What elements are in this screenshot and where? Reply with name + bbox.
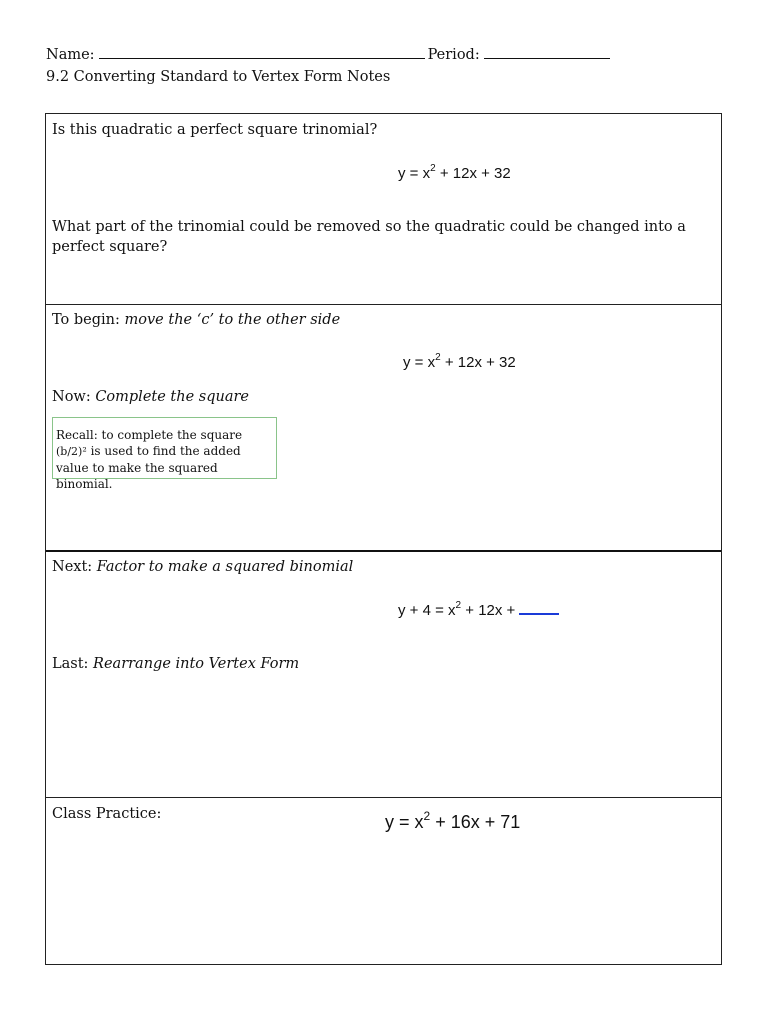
now-instruction (52, 387, 249, 407)
eq4-lhs: y = x (385, 812, 424, 832)
now-text: Complete the square (95, 389, 249, 405)
section-perfect-square (46, 114, 721, 304)
eq2-exp: 2 (435, 352, 441, 363)
section-factor (46, 550, 721, 798)
eq2-rhs: + 12x + 32 (440, 354, 516, 371)
notes-table (45, 113, 722, 965)
class-practice-label: Class Practice: (52, 806, 162, 822)
next-instruction (52, 557, 353, 577)
eq3-lhs: y + 4 = x (398, 602, 456, 619)
removal-question: What part of the trinomial could be removed so the quadratic could be changed into a perfect square? (52, 219, 686, 255)
recall-text-2: is used to find the added value to make the squared binomial. (56, 444, 241, 491)
eq1-exp: 2 (430, 163, 436, 174)
eq2-lhs: y = x (403, 354, 436, 371)
next-text: Factor to make a squared binomial (96, 559, 354, 575)
now-label: Now: (52, 389, 96, 405)
section-complete-square (46, 304, 721, 551)
eq4-exp: 2 (423, 809, 431, 823)
perfect-square-question: Is this quadratic a perfect square trinomial? (52, 122, 378, 138)
page-title: 9.2 Converting Standard to Vertex Form Notes (46, 69, 391, 85)
period-blank[interactable] (484, 46, 610, 59)
recall-note (52, 417, 277, 491)
eq1-lhs: y = x (398, 165, 431, 182)
begin-text: move the ‘c’ to the other side (124, 312, 341, 328)
equation-3 (398, 597, 559, 621)
name-period-line (46, 46, 610, 63)
recall-text-1: Recall: to complete the square (56, 428, 243, 442)
eq1-rhs: + 12x + 32 (435, 165, 511, 182)
period-label: Period: (427, 47, 480, 63)
eq3-exp: 2 (455, 600, 462, 611)
last-instruction (52, 654, 299, 674)
last-label: Last: (52, 656, 94, 672)
fill-in-blank[interactable] (519, 599, 559, 615)
name-blank[interactable] (99, 46, 425, 59)
begin-instruction (52, 310, 340, 330)
b-over-2-squared-symbol: (b/2)² (56, 445, 87, 458)
equation-1 (398, 160, 511, 184)
equation-4 (385, 807, 520, 832)
section-class-practice (46, 797, 721, 966)
begin-label: To begin: (52, 312, 125, 328)
last-text: Rearrange into Vertex Form (93, 656, 300, 672)
equation-2 (403, 349, 516, 373)
name-label: Name: (46, 47, 95, 63)
next-label: Next: (52, 559, 97, 575)
eq3-rhs: + 12x + (461, 602, 516, 619)
eq4-rhs: + 16x + 71 (430, 812, 521, 832)
